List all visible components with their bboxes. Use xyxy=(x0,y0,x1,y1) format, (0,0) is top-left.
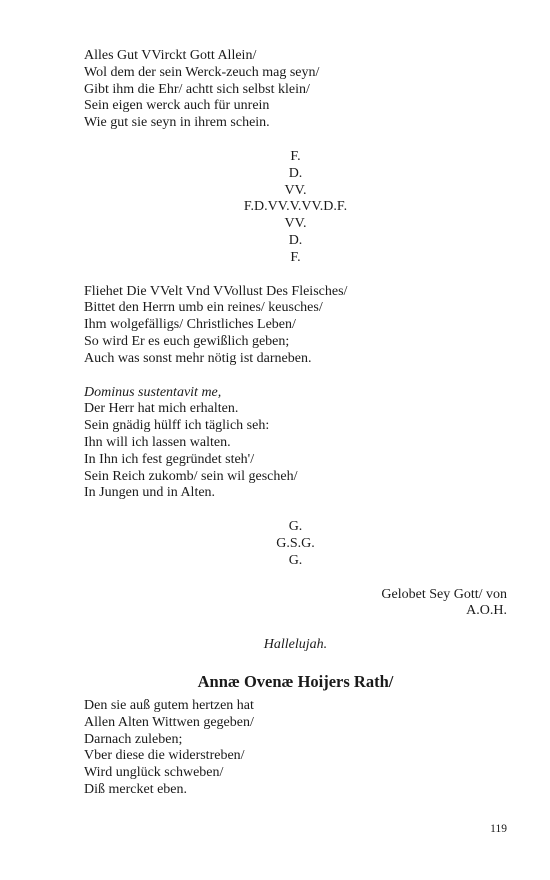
verse-line: Darnach zuleben; xyxy=(84,731,183,747)
poem-fliehet xyxy=(84,284,507,368)
verse-line: In Ihn ich fest gegründet steh'/ xyxy=(84,451,255,467)
signature-line: Gelobet Sey Gott/ von xyxy=(381,586,507,602)
verse-line: Vber diese die widerstreben/ xyxy=(84,748,245,764)
verse-line: Der Herr hat mich erhalten. xyxy=(84,401,239,417)
verse-line: Sein gnädig hülff ich täglich seh: xyxy=(84,418,270,434)
page-content xyxy=(84,48,507,799)
hallelujah xyxy=(84,637,507,654)
acrostic-line: VV. xyxy=(284,216,307,232)
poem-alles-gut xyxy=(84,48,507,132)
verse-line: Alles Gut VVirckt Gott Allein/ xyxy=(84,48,257,63)
verse-line: Wol dem der sein Werck-zeuch mag seyn/ xyxy=(84,64,320,80)
verse-line: In Jungen und in Alten. xyxy=(84,485,216,501)
verse-line: Fliehet Die VVelt Vnd VVollust Des Fleisches/ xyxy=(84,283,348,299)
verse-line: Gibt ihm die Ehr/ achtt sich selbst klein/ xyxy=(84,81,310,97)
acrostic-gsg xyxy=(84,519,507,569)
poem-dominus xyxy=(84,385,507,503)
acrostic-line: G.S.G. xyxy=(276,535,315,551)
verse-line: Auch was sonst mehr nötig ist darneben. xyxy=(84,350,312,366)
latin-motto: Dominus sustentavit me, xyxy=(84,384,222,400)
page-number: 119 xyxy=(490,823,507,835)
verse-line: Sein eigen werck auch für unrein xyxy=(84,98,270,114)
verse-line: Ihn will ich lassen walten. xyxy=(84,434,231,450)
verse-line: Ihm wolgefälligs/ Christliches Leben/ xyxy=(84,317,296,333)
verse-line: Allen Alten Wittwen gegeben/ xyxy=(84,714,254,730)
acrostic-line: G. xyxy=(288,552,303,568)
acrostic-line: D. xyxy=(288,232,303,248)
verse-line: Den sie auß gutem hertzen hat xyxy=(84,697,254,713)
signature-block xyxy=(84,587,507,621)
acrostic-line: G. xyxy=(288,519,303,535)
verse-line: Sein Reich zukomb/ sein wil gescheh/ xyxy=(84,468,298,484)
poem-rath xyxy=(84,698,507,799)
signature-initials: A.O.H. xyxy=(466,603,507,619)
acrostic-line: D. xyxy=(288,165,303,181)
verse-line: Diß mercket eben. xyxy=(84,781,188,797)
acrostic-line: F. xyxy=(290,148,301,164)
acrostic-line: F.D.VV.V.VV.D.F. xyxy=(243,199,348,215)
verse-line: Wird unglück schweben/ xyxy=(84,765,224,781)
section-heading: Annæ Ovenæ Hoijers Rath/ xyxy=(197,671,394,691)
verse-line: Wie gut sie seyn in ihrem schein. xyxy=(84,115,270,131)
verse-line: Bittet den Herrn umb ein reines/ keusches/ xyxy=(84,300,323,316)
hallelujah-text: Hallelujah. xyxy=(263,637,328,653)
verse-line: So wird Er es euch gewißlich geben; xyxy=(84,333,290,349)
acrostic-fdvv xyxy=(84,149,507,267)
acrostic-line: VV. xyxy=(284,182,307,198)
acrostic-line: F. xyxy=(290,249,301,265)
